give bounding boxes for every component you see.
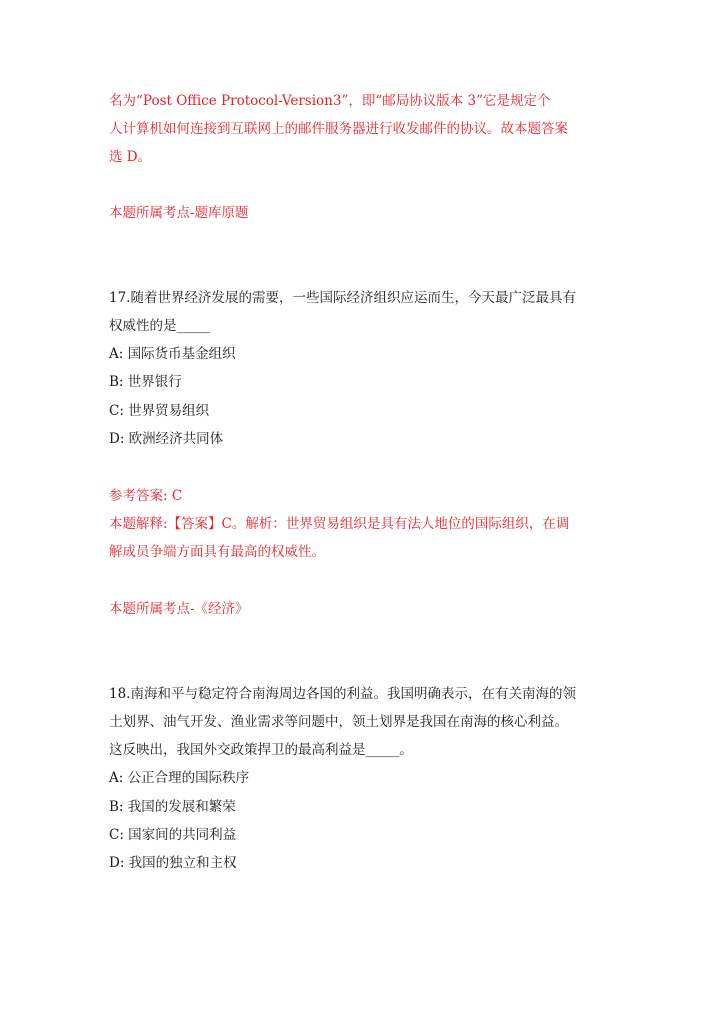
question-stem: 土划界、油气开发、渔业需求等问题中，领土划界是我国在南海的核心利益。 — [109, 714, 568, 730]
option-c: C: 国家间的共同利益 — [109, 827, 237, 843]
explanation-line: 解成员争端方面具有最高的权威性。 — [109, 544, 325, 560]
option-d: D: 我国的独立和主权 — [109, 855, 237, 871]
question-stem: 17.随着世界经济发展的需要，一些国际经济组织应运而生，今天最广泛最具有 — [109, 290, 576, 306]
option-b: B: 世界银行 — [109, 374, 182, 390]
option-d: D: 欧洲经济共同体 — [109, 431, 224, 447]
explanation-line: 名为“Post Office Protocol-Version3”，即“邮局协议版本 3”它是规定个 — [109, 93, 551, 109]
option-a: A: 国际货币基金组织 — [109, 346, 236, 362]
explanation-line: 选 D。 — [109, 149, 152, 165]
topic-line: 本题所属考点-《经济》 — [109, 601, 249, 617]
option-b: B: 我国的发展和繁荣 — [109, 799, 236, 815]
question-stem: 这反映出，我国外交政策捍卫的最高利益是_____。 — [109, 742, 413, 758]
answer-line: 参考答案: C — [109, 488, 183, 504]
question-stem: 18.南海和平与稳定符合南海周边各国的利益。我国明确表示，在有关南海的领 — [109, 686, 576, 702]
option-c: C: 世界贸易组织 — [109, 403, 210, 419]
explanation-line: 人计算机如何连接到互联网上的邮件服务器进行收发邮件的协议。故本题答案 — [109, 121, 568, 137]
topic-line: 本题所属考点-题库原题 — [109, 205, 249, 221]
option-a: A: 公正合理的国际秩序 — [109, 770, 250, 786]
explanation-line: 本题解释:【答案】C。解析：世界贸易组织是具有法人地位的国际组织，在调 — [109, 516, 570, 532]
question-stem: 权威性的是_____ — [109, 318, 211, 334]
